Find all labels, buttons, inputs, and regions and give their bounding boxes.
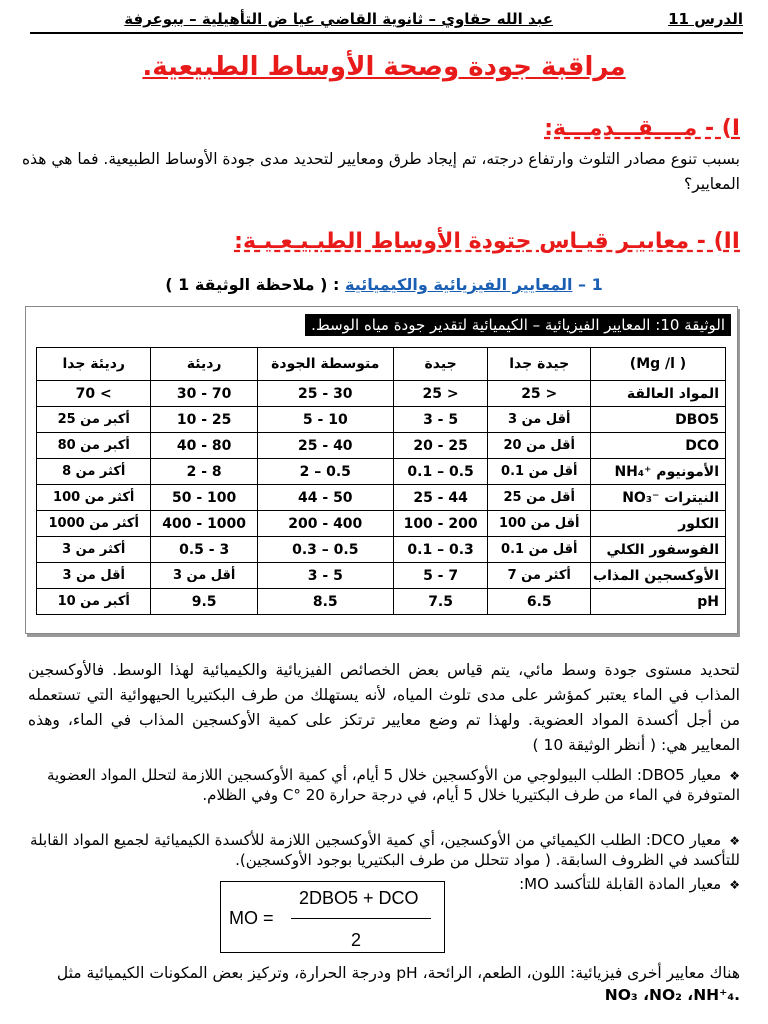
value-cell: 400 - 200 xyxy=(257,511,393,537)
value-cell: 25 - 10 xyxy=(151,407,257,433)
value-cell: أقل من 3 xyxy=(151,563,257,589)
subsection-number: 1 – xyxy=(578,275,603,294)
parameter-cell: المواد العالقة xyxy=(591,381,726,407)
bullet-symbol: ❖ xyxy=(729,769,740,783)
value-cell: أكثر من 100 xyxy=(37,485,151,511)
table-header-row xyxy=(37,348,726,381)
document-caption: الوثيقة 10: المعايير الفيزيائية – الكيميائية لتقدير جودة مياه الوسط. xyxy=(305,314,731,336)
section-intro-text: بسبب تنوع مصادر التلوث وارتفاع درجته، تم إيجاد طرق ومعايير لتحديد مدى جودة الأوساط الطبيعية. فما هي هذه المعايير؟ xyxy=(22,150,740,193)
value-cell: 0.5 – 2 xyxy=(257,459,393,485)
value-cell: 30 - 25 xyxy=(257,381,393,407)
value-cell: 25 - 20 xyxy=(393,433,488,459)
bullet-text: معيار DCO: الطلب الكيميائي من الأوكسجين، أي كمية الأوكسجين اللازمة للأكسدة الكيميائية لجميع المواد القابلة للتأكسد في الظروف السابقة. ( مواد تتحلل من طرف البكتيريا بوجود الأوكسجين). xyxy=(30,831,740,869)
bullet-text: معيار DBO5: الطلب البيولوجي من الأوكسجين خلال 5 أيام، أي كمية الأوكسجين اللازمة لتحلل المواد العضوية المتوفرة في الماء من طرف البكتيريا خلال 5 أيام، في درجة حرارة 20 °C وفي الظلام. xyxy=(46,766,740,804)
document-box xyxy=(25,306,738,634)
criteria-table xyxy=(36,347,726,615)
value-cell: 6.5 xyxy=(488,589,591,615)
other-criteria-ions: NO₃ ،NO₂ ،NH⁺₄. xyxy=(604,986,740,1004)
column-header: رديئة جدا xyxy=(37,348,151,381)
value-cell: أكثر من 7 xyxy=(488,563,591,589)
table-row xyxy=(37,381,726,407)
value-cell: > 70 xyxy=(37,381,151,407)
explanation-paragraph: لتحديد مستوى جودة وسط مائي، يتم قياس بعض الخصائص الفيزيائية والكيميائية لهذا الوسط. فالأوكسجين المذاب في الماء يعتبر كمؤشر على مدى تلوث المياه، لأنه يستهلك من طرف البكتيريا الحيهوائية التي تستعمله من أجل أكسدة المواد العضوية. ولهذا تم وضع معايير ترتكز على كمية الأوكسجين المذاب في الماء، وهذه المعايير هي: ( أنظر الوثيقة 10 ) xyxy=(28,661,740,754)
subsection-title: المعايير الفيزيائية والكيميائية xyxy=(345,275,573,294)
formula-lhs: MO = xyxy=(229,908,274,928)
page-header xyxy=(30,10,743,34)
bullet-text: معيار المادة القابلة للتأكسد MO: xyxy=(519,875,722,893)
fraction-bar xyxy=(291,918,431,919)
value-cell: 8 - 2 xyxy=(151,459,257,485)
table-row xyxy=(37,459,726,485)
value-cell: أقل من 0.1 xyxy=(488,537,591,563)
value-cell: 5 - 3 xyxy=(257,563,393,589)
value-cell: < 25 xyxy=(488,381,591,407)
parameter-cell: الفوسفور الكلي xyxy=(591,537,726,563)
formula-denominator: 2 xyxy=(351,930,362,950)
table-row xyxy=(37,511,726,537)
value-cell: 7 - 5 xyxy=(393,563,488,589)
table-row xyxy=(37,563,726,589)
bullet-dco xyxy=(28,831,740,870)
bullet-symbol: ❖ xyxy=(729,834,740,848)
value-cell: 50 - 44 xyxy=(257,485,393,511)
value-cell: 7.5 xyxy=(393,589,488,615)
column-header: ( Mg /l) xyxy=(591,348,726,381)
value-cell: 8.5 xyxy=(257,589,393,615)
column-header: جيدة جدا xyxy=(488,348,591,381)
value-cell: أقل من 20 xyxy=(488,433,591,459)
bullet-dbo5 xyxy=(28,766,740,805)
value-cell: 9.5 xyxy=(151,589,257,615)
value-cell: 100 - 50 xyxy=(151,485,257,511)
value-cell: أكثر من 1000 xyxy=(37,511,151,537)
parameter-cell: pH xyxy=(591,589,726,615)
table-row xyxy=(37,485,726,511)
subsection-note: : ( ملاحظة الوثيقة 1 ) xyxy=(165,275,340,294)
value-cell: أكبر من 80 xyxy=(37,433,151,459)
value-cell: أكثر من 3 xyxy=(37,537,151,563)
value-cell: 40 - 25 xyxy=(257,433,393,459)
value-cell: 1000 - 400 xyxy=(151,511,257,537)
section-intro-heading: I) - مــــقـــدمـــة: xyxy=(544,116,740,141)
value-cell: < 25 xyxy=(393,381,488,407)
parameter-cell: DCO xyxy=(591,433,726,459)
column-header: رديئة xyxy=(151,348,257,381)
table-row xyxy=(37,589,726,615)
parameter-cell: الأوكسجين المذاب xyxy=(591,563,726,589)
value-cell: أكبر من 10 xyxy=(37,589,151,615)
other-criteria-body: هناك معايير أخرى فيزيائية: اللون، الطعم، الرائحة، pH ودرجة الحرارة، وتركيز بعض المكونات الكيميائية مثل xyxy=(56,964,740,982)
value-cell: 70 - 30 xyxy=(151,381,257,407)
parameter-cell: النيترات ⁻NO₃ xyxy=(591,485,726,511)
value-cell: 10 - 5 xyxy=(257,407,393,433)
value-cell: 0.5 – 0.1 xyxy=(393,459,488,485)
column-header: جيدة xyxy=(393,348,488,381)
value-cell: أكثر من 8 xyxy=(37,459,151,485)
value-cell: أقل من 100 xyxy=(488,511,591,537)
value-cell: أقل من 3 xyxy=(488,407,591,433)
author-school: عبد الله حقاوي – ثانوية القاضي عيا ض التأهيلية – ببوعرفة xyxy=(124,10,553,28)
value-cell: أقل من 0.1 xyxy=(488,459,591,485)
column-header: متوسطة الجودة xyxy=(257,348,393,381)
value-cell: 80 - 40 xyxy=(151,433,257,459)
value-cell: 3 - 0.5 xyxy=(151,537,257,563)
section-criteria-heading: II) - معاييـر قيـاس جتودة الأوساط الطبـيـعـيـة: xyxy=(234,229,740,254)
page-title: مراقبة جودة وصحة الأوساط الطبيعية. xyxy=(142,52,626,82)
parameter-cell: DBO5 xyxy=(591,407,726,433)
value-cell: 5 - 3 xyxy=(393,407,488,433)
parameter-cell: الكلور xyxy=(591,511,726,537)
parameter-cell: الأمونيوم ⁺NH₄ xyxy=(591,459,726,485)
subsection-heading xyxy=(0,275,768,294)
table-row xyxy=(37,537,726,563)
mo-formula-box xyxy=(220,881,445,953)
value-cell: 200 - 100 xyxy=(393,511,488,537)
other-criteria-text xyxy=(28,962,740,1006)
bullet-symbol: ❖ xyxy=(729,878,740,892)
formula-numerator: 2DBO5 + DCO xyxy=(299,888,419,908)
table-row xyxy=(37,407,726,433)
value-cell: أكبر من 25 xyxy=(37,407,151,433)
value-cell: أقل من 3 xyxy=(37,563,151,589)
criteria-table-body xyxy=(37,381,726,615)
table-row xyxy=(37,433,726,459)
value-cell: 44 - 25 xyxy=(393,485,488,511)
value-cell: 0.5 – 0.3 xyxy=(257,537,393,563)
lesson-number: الدرس 11 xyxy=(668,10,743,28)
value-cell: أقل من 25 xyxy=(488,485,591,511)
value-cell: 0.3 – 0.1 xyxy=(393,537,488,563)
